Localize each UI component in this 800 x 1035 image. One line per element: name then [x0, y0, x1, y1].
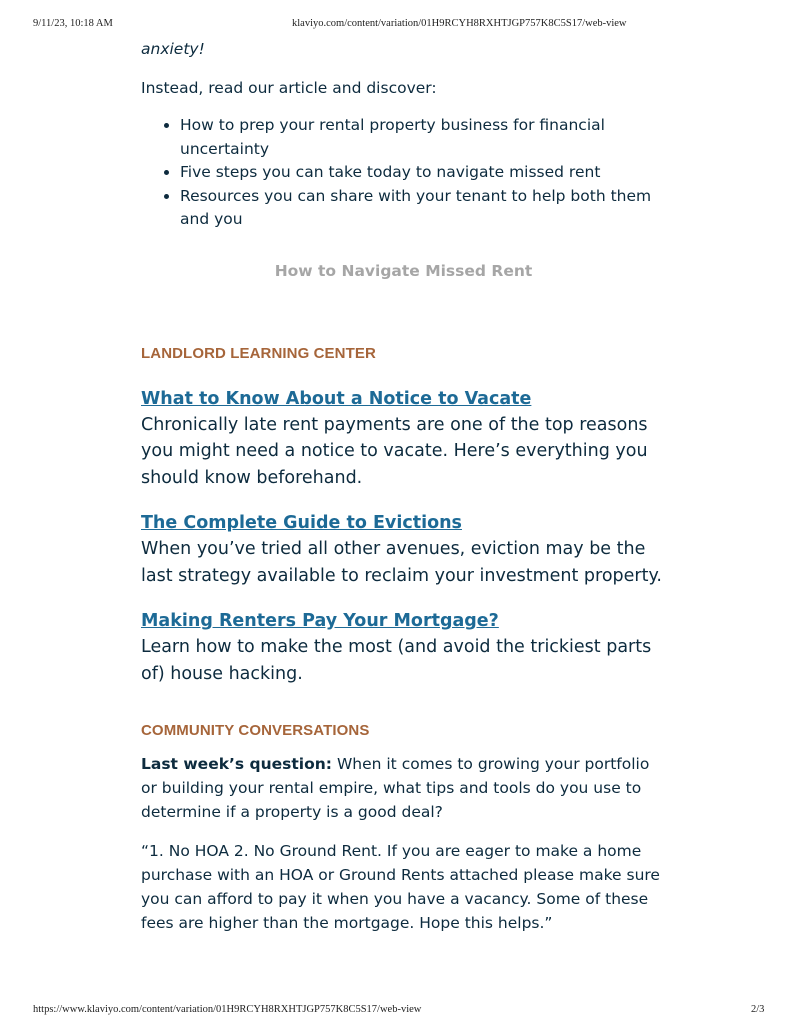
article-description: Chronically late rent payments are one of the top reasons you might need a notice to vacate. Here’s everything you should know beforehand. [141, 414, 648, 488]
article-description: Learn how to make the most (and avoid the trickiest parts of) house hacking. [141, 637, 652, 684]
list-item: • Resources you can share with your tenant to help both them and you [180, 185, 666, 232]
article-renters-pay-mortgage [141, 609, 666, 687]
article-title-link[interactable]: Making Renters Pay Your Mortgage? [141, 611, 499, 631]
print-footer-url: https://www.klaviyo.com/content/variation/01H9RCYH8RXHTJGP757K8C5S17/web-view [33, 1004, 422, 1015]
article-notice-to-vacate [141, 387, 666, 492]
article-title-link[interactable]: The Complete Guide to Evictions [141, 513, 462, 533]
community-heading: COMMUNITY CONVERSATIONS [141, 722, 370, 739]
learning-center-heading: LANDLORD LEARNING CENTER [141, 344, 376, 362]
list-item: • Five steps you can take today to navigate missed rent [180, 161, 666, 185]
community-answer: “1. No HOA 2. No Ground Rent. If you are eager to make a home purchase with an HOA or Ground Rents attached please make sure you can afford to pay it when you have a vacancy. Some of these fees are higher than the mortgage. Hope this helps.” [141, 842, 660, 932]
article-title-link[interactable]: What to Know About a Notice to Vacate [141, 388, 532, 409]
intro-bullet-list [141, 114, 666, 232]
last-week-question [141, 752, 666, 824]
intro-lead: Instead, read our article and discover: [141, 79, 437, 97]
list-item: • How to prep your rental property business for financial uncertainty [180, 114, 666, 161]
question-label: Last week’s question: [141, 755, 333, 773]
question-text: When it comes to growing your portfolio or building your rental empire, what tips and tools do you use to determine if a property is a good deal? [141, 755, 650, 821]
article-description: When you’ve tried all other avenues, eviction may be the last strategy available to reclaim your investment property. [141, 539, 662, 586]
intro-italic-text: anxiety! [141, 40, 205, 58]
print-datetime: 9/11/23, 10:18 AM [33, 18, 113, 29]
email-body [141, 38, 666, 935]
article-guide-to-evictions [141, 511, 666, 589]
navigate-missed-rent-link[interactable]: How to Navigate Missed Rent [274, 261, 533, 280]
print-url: klaviyo.com/content/variation/01H9RCYH8RXHTJGP757K8C5S17/web-view [292, 18, 627, 29]
page-number: 2/3 [751, 1004, 765, 1015]
